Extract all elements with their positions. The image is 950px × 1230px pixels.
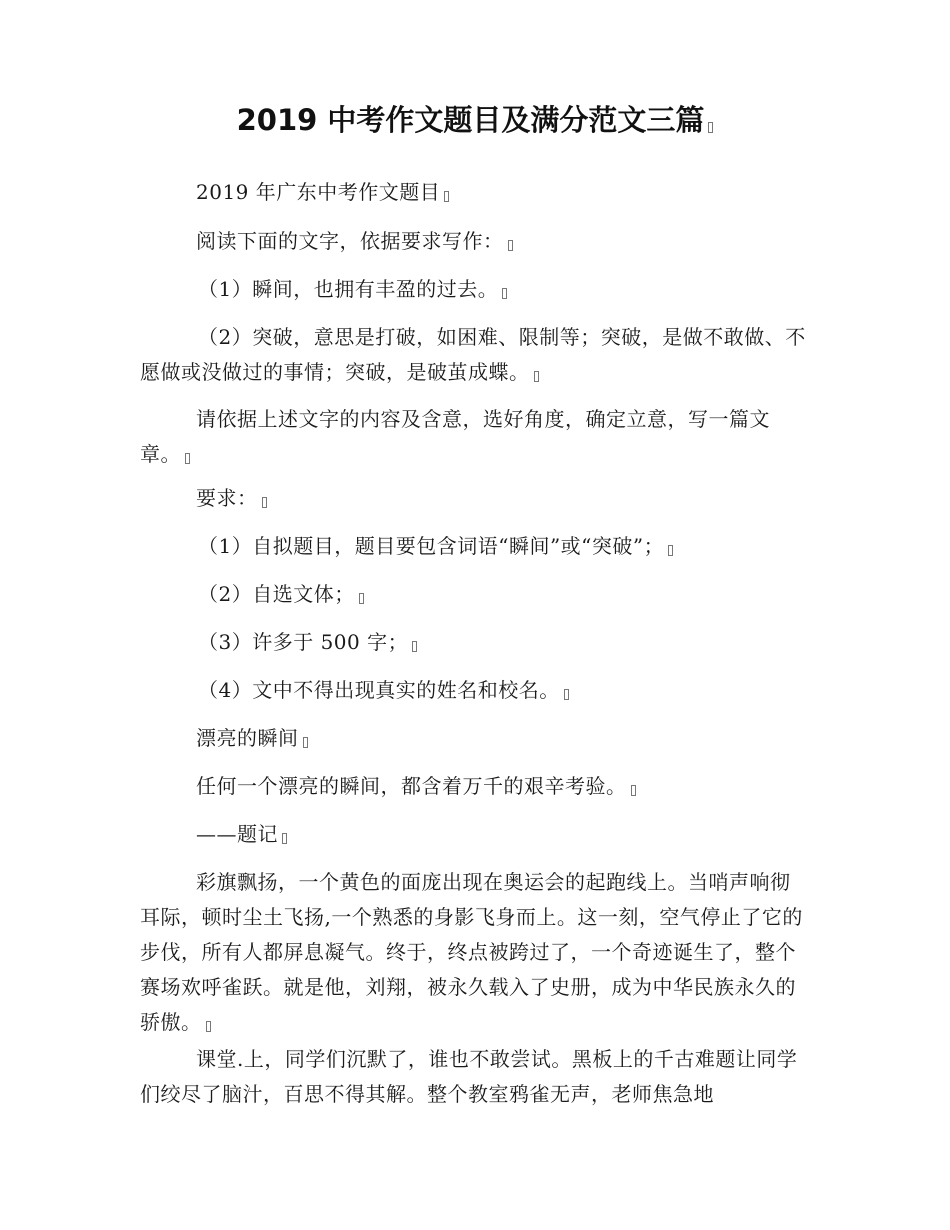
paragraph: （1）自拟题目，题目要包含词语“瞬间”或“突破”； [140,529,810,564]
paragraph-mark-icon [708,122,713,133]
paragraph-mark-icon [668,545,673,556]
paragraph: （2）自选文体； [140,577,810,612]
paragraph: （3）许多于 500 字； [140,625,810,660]
paragraph-mark-icon [508,240,513,251]
paragraph-mark-icon [631,785,636,796]
paragraph: 彩旗飘扬，一个黄色的面庞出现在奥运会的起跑线上。当哨声响彻耳际，顿时尘土飞扬,一个熟悉的身影飞身而上。这一刻，空气停止了它的步伐，所有人都屏息凝气。终于，终点被跨过了，一个奇迹诞生了，整个赛场欢呼雀跃。就是他，刘翔，被永久载入了史册，成为中华民族永久的骄傲。 [140,870,803,1034]
paragraph: （4）文中不得出现真实的姓名和校名。 [140,673,810,708]
paragraph-mark-icon [359,593,364,604]
paragraph-mark-icon [303,737,308,748]
paragraph: 课堂.上，同学们沉默了，谁也不敢尝试。黑板上的千古难题让同学们绞尽了脑汁，百思不得其解。整个教室鸦雀无声，老师焦急地 [140,1047,798,1106]
paragraph-mark-icon [412,641,417,652]
paragraph: （1）瞬间，也拥有丰盈的过去。 [140,272,810,307]
paragraph-mark-icon [534,371,539,382]
paragraph: 请依据上述文字的内容及含意，选好角度，确定立意，写一篇文章。 [140,407,770,466]
paragraph: （2）突破，意思是打破，如困难、限制等；突破，是做不敢做、不愿做或没做过的事情；突破，是破茧成蝶。 [140,325,806,384]
essay-title: 漂亮的瞬间 [140,721,810,756]
epigraph-attribution: ——题记 [140,817,810,852]
paragraph: 2019 年广东中考作文题目 [140,175,810,210]
paragraph: 阅读下面的文字，依据要求写作： [140,224,810,259]
paragraph-mark-icon [564,689,569,700]
paragraph: 任何一个漂亮的瞬间，都含着万千的艰辛考验。 [140,769,810,804]
paragraph-mark-icon [444,191,449,202]
paragraph-mark-icon [206,1021,211,1032]
paragraph-mark-icon [502,288,507,299]
page-title: 2019 中考作文题目及满分范文三篇 [0,98,950,142]
paragraph: 要求： [140,481,810,516]
paragraph-mark-icon [262,497,267,508]
paragraph-mark-icon [185,453,190,464]
paragraph-mark-icon [282,833,287,844]
